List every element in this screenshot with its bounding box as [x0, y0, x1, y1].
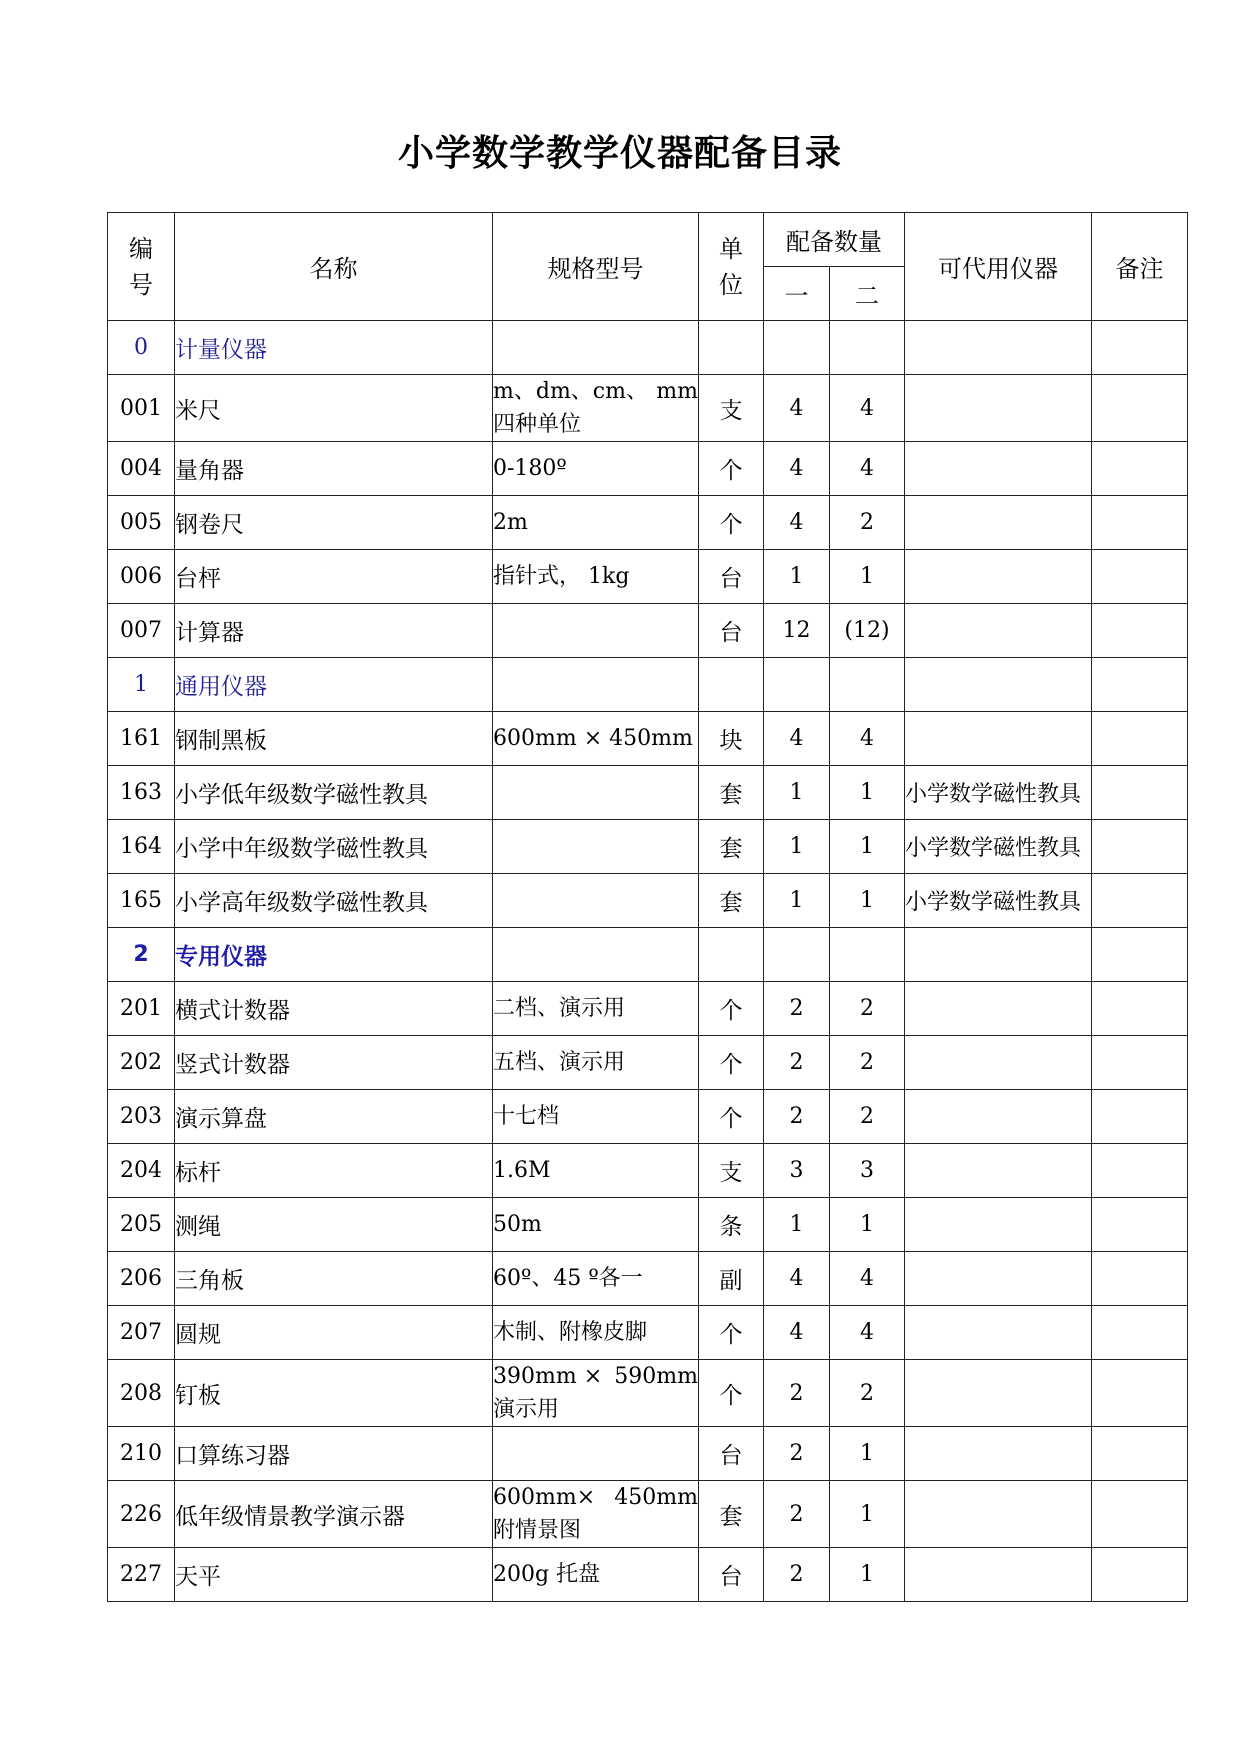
- row-qty-one: 4: [764, 375, 830, 442]
- row-note: [1092, 1306, 1188, 1360]
- row-substitute: [905, 1306, 1092, 1360]
- row-substitute: [905, 375, 1092, 442]
- row-qty-two: [830, 928, 905, 982]
- row-spec: 1.6M: [493, 1144, 699, 1198]
- row-name: 小学高年级数学磁性教具: [175, 874, 493, 928]
- row-qty-two: 4: [830, 442, 905, 496]
- row-note: [1092, 766, 1188, 820]
- row-code: 226: [108, 1481, 175, 1548]
- row-name: 低年级情景教学演示器: [175, 1481, 493, 1548]
- row-note: [1092, 1481, 1188, 1548]
- table-row: [108, 375, 1188, 442]
- row-qty-two: 4: [830, 375, 905, 442]
- row-spec-part: 600mm×: [493, 1485, 596, 1510]
- row-name: 测绳: [175, 1198, 493, 1252]
- row-code: 2: [108, 928, 175, 982]
- row-spec: 50m: [493, 1198, 699, 1252]
- row-note: [1092, 1548, 1188, 1602]
- row-note: [1092, 442, 1188, 496]
- row-substitute: [905, 442, 1092, 496]
- table-body: [108, 321, 1188, 1602]
- row-code: 005: [108, 496, 175, 550]
- row-substitute: [905, 496, 1092, 550]
- row-qty-one: 1: [764, 1198, 830, 1252]
- row-note: [1092, 820, 1188, 874]
- header-qty: 配备数量: [764, 213, 905, 267]
- row-name: 标杆: [175, 1144, 493, 1198]
- row-substitute: [905, 658, 1092, 712]
- row-unit: 个: [699, 442, 764, 496]
- row-unit: 条: [699, 1198, 764, 1252]
- header-spec: 规格型号: [493, 213, 699, 321]
- row-note: [1092, 874, 1188, 928]
- row-spec-part: 450mm: [614, 1485, 698, 1510]
- row-spec-line2: 演示用: [493, 1397, 560, 1422]
- row-substitute: [905, 550, 1092, 604]
- row-qty-one: 1: [764, 766, 830, 820]
- row-name: 小学中年级数学磁性教具: [175, 820, 493, 874]
- row-name: 钢制黑板: [175, 712, 493, 766]
- row-spec: 60º、45 º各一: [493, 1252, 699, 1306]
- row-code: 007: [108, 604, 175, 658]
- table-row: [108, 874, 1188, 928]
- header-unit-line2: 位: [719, 270, 743, 299]
- row-code: 006: [108, 550, 175, 604]
- row-unit: 台: [699, 1427, 764, 1481]
- row-qty-one: [764, 658, 830, 712]
- row-spec: 十七档: [493, 1090, 699, 1144]
- row-note: [1092, 1252, 1188, 1306]
- table-row: [108, 1144, 1188, 1198]
- row-code: 001: [108, 375, 175, 442]
- table-row: [108, 1036, 1188, 1090]
- row-spec-line2: 四种单位: [493, 412, 582, 437]
- row-code: 004: [108, 442, 175, 496]
- table-row: [108, 321, 1188, 375]
- row-name: 计算器: [175, 604, 493, 658]
- table-row: [108, 1252, 1188, 1306]
- row-substitute: [905, 1090, 1092, 1144]
- row-note: [1092, 1198, 1188, 1252]
- row-qty-one: 2: [764, 1427, 830, 1481]
- table-row: [108, 820, 1188, 874]
- table-row: [108, 658, 1188, 712]
- row-code: 201: [108, 982, 175, 1036]
- row-spec-part: 590mm: [614, 1364, 698, 1389]
- row-qty-one: 2: [764, 1360, 830, 1427]
- row-note: [1092, 928, 1188, 982]
- row-name: 竖式计数器: [175, 1036, 493, 1090]
- row-spec-line1: [493, 375, 698, 408]
- row-spec-line2: 附情景图: [493, 1518, 582, 1543]
- row-note: [1092, 1090, 1188, 1144]
- row-unit: 套: [699, 820, 764, 874]
- row-substitute: [905, 1427, 1092, 1481]
- row-substitute: [905, 321, 1092, 375]
- row-spec: 木制、附橡皮脚: [493, 1306, 699, 1360]
- row-qty-two: (12): [830, 604, 905, 658]
- row-qty-one: 2: [764, 1481, 830, 1548]
- row-unit: 台: [699, 550, 764, 604]
- row-qty-one: 2: [764, 1548, 830, 1602]
- row-code: 208: [108, 1360, 175, 1427]
- row-substitute: 小学数学磁性教具: [905, 820, 1092, 874]
- row-qty-two: 2: [830, 1090, 905, 1144]
- row-qty-two: 2: [830, 1036, 905, 1090]
- row-unit: 支: [699, 1144, 764, 1198]
- row-spec: [493, 874, 699, 928]
- header-code-line2: 号: [129, 270, 153, 299]
- header-unit-line1: 单: [719, 234, 743, 263]
- header-code: [108, 213, 175, 321]
- row-code: 163: [108, 766, 175, 820]
- row-substitute: [905, 1481, 1092, 1548]
- row-qty-two: 3: [830, 1144, 905, 1198]
- row-qty-two: 1: [830, 874, 905, 928]
- row-note: [1092, 982, 1188, 1036]
- row-name: 演示算盘: [175, 1090, 493, 1144]
- row-spec-line1: [493, 1360, 698, 1393]
- row-unit: 个: [699, 1306, 764, 1360]
- row-qty-two: 1: [830, 1427, 905, 1481]
- row-qty-two: 1: [830, 1198, 905, 1252]
- row-spec-part: m、dm、cm、: [493, 379, 648, 404]
- row-unit: 台: [699, 604, 764, 658]
- row-qty-two: 1: [830, 550, 905, 604]
- table-row: [108, 496, 1188, 550]
- row-spec-line1: [493, 1481, 698, 1514]
- row-qty-one: 4: [764, 1306, 830, 1360]
- row-unit: [699, 928, 764, 982]
- table-row: [108, 442, 1188, 496]
- row-qty-two: 4: [830, 1306, 905, 1360]
- row-code: 203: [108, 1090, 175, 1144]
- row-qty-one: 3: [764, 1144, 830, 1198]
- row-qty-one: [764, 321, 830, 375]
- row-note: [1092, 1360, 1188, 1427]
- row-qty-one: 2: [764, 1036, 830, 1090]
- row-qty-two: 2: [830, 496, 905, 550]
- header-qty-two: 二: [830, 267, 905, 321]
- row-code: 161: [108, 712, 175, 766]
- row-qty-two: 2: [830, 982, 905, 1036]
- row-unit: 套: [699, 1481, 764, 1548]
- row-unit: [699, 321, 764, 375]
- row-qty-two: 1: [830, 820, 905, 874]
- header-qty-one: 一: [764, 267, 830, 321]
- row-qty-two: 1: [830, 1481, 905, 1548]
- row-note: [1092, 375, 1188, 442]
- row-unit: 个: [699, 1090, 764, 1144]
- row-spec: 200g 托盘: [493, 1548, 699, 1602]
- row-name: 计量仪器: [175, 321, 493, 375]
- row-name: 横式计数器: [175, 982, 493, 1036]
- row-name: 天平: [175, 1548, 493, 1602]
- row-note: [1092, 712, 1188, 766]
- row-substitute: [905, 1198, 1092, 1252]
- row-note: [1092, 604, 1188, 658]
- row-qty-one: 1: [764, 874, 830, 928]
- row-name: 小学低年级数学磁性教具: [175, 766, 493, 820]
- row-qty-one: 4: [764, 1252, 830, 1306]
- table-header: [108, 213, 1188, 321]
- row-substitute: [905, 604, 1092, 658]
- row-spec: [493, 1481, 699, 1548]
- table-row: [108, 1481, 1188, 1548]
- row-spec: [493, 658, 699, 712]
- row-qty-two: 4: [830, 712, 905, 766]
- row-spec: [493, 1427, 699, 1481]
- row-substitute: 小学数学磁性教具: [905, 766, 1092, 820]
- table-row: [108, 604, 1188, 658]
- row-qty-one: 2: [764, 982, 830, 1036]
- row-note: [1092, 658, 1188, 712]
- row-code: 1: [108, 658, 175, 712]
- row-name: 台枰: [175, 550, 493, 604]
- row-spec: [493, 321, 699, 375]
- row-spec: [493, 1360, 699, 1427]
- header-note: 备注: [1092, 213, 1188, 321]
- row-unit: [699, 658, 764, 712]
- table-row: [108, 550, 1188, 604]
- row-name: 口算练习器: [175, 1427, 493, 1481]
- row-qty-two: 4: [830, 1252, 905, 1306]
- header-name: 名称: [175, 213, 493, 321]
- row-qty-one: 2: [764, 1090, 830, 1144]
- row-qty-one: 4: [764, 442, 830, 496]
- row-unit: 套: [699, 766, 764, 820]
- row-substitute: [905, 712, 1092, 766]
- row-spec: [493, 928, 699, 982]
- row-code: 205: [108, 1198, 175, 1252]
- row-substitute: [905, 1360, 1092, 1427]
- row-qty-one: [764, 928, 830, 982]
- row-code: 227: [108, 1548, 175, 1602]
- row-code: 204: [108, 1144, 175, 1198]
- row-qty-two: [830, 321, 905, 375]
- row-code: 202: [108, 1036, 175, 1090]
- row-substitute: [905, 1144, 1092, 1198]
- table-row: [108, 1548, 1188, 1602]
- table-row: [108, 712, 1188, 766]
- row-unit: 个: [699, 496, 764, 550]
- row-name: 圆规: [175, 1306, 493, 1360]
- row-name: 量角器: [175, 442, 493, 496]
- row-spec: 0-180º: [493, 442, 699, 496]
- row-spec: 五档、演示用: [493, 1036, 699, 1090]
- row-name: 通用仪器: [175, 658, 493, 712]
- row-name: 钉板: [175, 1360, 493, 1427]
- row-spec: [493, 766, 699, 820]
- row-unit: 套: [699, 874, 764, 928]
- row-spec: 600mm × 450mm: [493, 712, 699, 766]
- row-substitute: [905, 928, 1092, 982]
- table-row: [108, 1427, 1188, 1481]
- row-code: 164: [108, 820, 175, 874]
- table-row: [108, 1090, 1188, 1144]
- row-code: 165: [108, 874, 175, 928]
- row-spec: [493, 375, 699, 442]
- row-spec-part: 390mm ×: [493, 1364, 603, 1389]
- row-note: [1092, 1144, 1188, 1198]
- row-unit: 副: [699, 1252, 764, 1306]
- row-qty-one: 12: [764, 604, 830, 658]
- row-substitute: 小学数学磁性教具: [905, 874, 1092, 928]
- row-spec: [493, 604, 699, 658]
- table-row: [108, 928, 1188, 982]
- row-qty-one: 1: [764, 820, 830, 874]
- row-spec-part: mm: [656, 379, 698, 404]
- row-name: 专用仪器: [175, 928, 493, 982]
- row-unit: 个: [699, 1036, 764, 1090]
- table-row: [108, 1306, 1188, 1360]
- table-row: [108, 766, 1188, 820]
- row-name: 钢卷尺: [175, 496, 493, 550]
- catalog-table: [107, 212, 1188, 1602]
- row-note: [1092, 1036, 1188, 1090]
- table-row: [108, 1198, 1188, 1252]
- row-qty-two: 1: [830, 1548, 905, 1602]
- row-note: [1092, 1427, 1188, 1481]
- table-row: [108, 982, 1188, 1036]
- page-title: 小学数学教学仪器配备目录: [397, 133, 842, 174]
- row-qty-one: 4: [764, 496, 830, 550]
- row-code: 0: [108, 321, 175, 375]
- row-spec: 二档、演示用: [493, 982, 699, 1036]
- row-unit: 台: [699, 1548, 764, 1602]
- row-unit: 个: [699, 1360, 764, 1427]
- row-substitute: [905, 1548, 1092, 1602]
- row-qty-two: 1: [830, 766, 905, 820]
- row-unit: 支: [699, 375, 764, 442]
- row-code: 210: [108, 1427, 175, 1481]
- header-code-line1: 编: [129, 234, 153, 263]
- row-qty-two: 2: [830, 1360, 905, 1427]
- header-substitute: 可代用仪器: [905, 213, 1092, 321]
- row-note: [1092, 496, 1188, 550]
- row-qty-one: 1: [764, 550, 830, 604]
- header-unit: [699, 213, 764, 321]
- row-code: 206: [108, 1252, 175, 1306]
- row-note: [1092, 321, 1188, 375]
- row-substitute: [905, 1252, 1092, 1306]
- row-code: 207: [108, 1306, 175, 1360]
- table-row: [108, 1360, 1188, 1427]
- row-substitute: [905, 982, 1092, 1036]
- row-qty-one: 4: [764, 712, 830, 766]
- row-substitute: [905, 1036, 1092, 1090]
- row-unit: 个: [699, 982, 764, 1036]
- row-spec: 2m: [493, 496, 699, 550]
- row-qty-two: [830, 658, 905, 712]
- row-name: 三角板: [175, 1252, 493, 1306]
- row-spec: 指针式， 1kg: [493, 550, 699, 604]
- row-spec: [493, 820, 699, 874]
- row-name: 米尺: [175, 375, 493, 442]
- row-note: [1092, 550, 1188, 604]
- row-unit: 块: [699, 712, 764, 766]
